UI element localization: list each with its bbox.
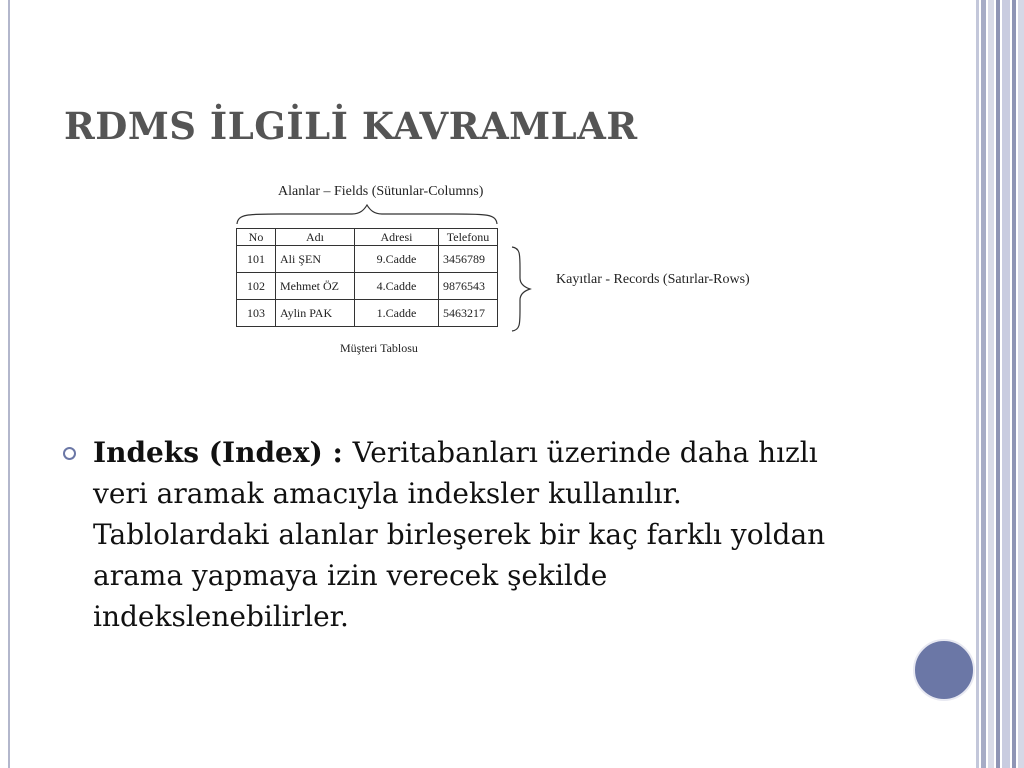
table-cell: 102 (237, 273, 276, 300)
bullet-paragraph (93, 432, 853, 637)
right-decor-stripe (1002, 0, 1010, 768)
right-decor-stripe (981, 0, 986, 768)
table-cell: Mehmet ÖZ (276, 273, 355, 300)
records-brace (510, 246, 532, 332)
bullet-marker-icon (63, 447, 76, 460)
right-decor-stripe (1018, 0, 1024, 768)
table-header-row (237, 229, 498, 246)
table-header-cell: Adı (276, 229, 355, 246)
table-cell: 1.Cadde (355, 300, 439, 327)
table-cell: 4.Cadde (355, 273, 439, 300)
table-cell: 103 (237, 300, 276, 327)
table-cell: 9.Cadde (355, 246, 439, 273)
table-cell: 5463217 (439, 300, 498, 327)
table-cell: 9876543 (439, 273, 498, 300)
bullet-term: Indeks (Index) : (93, 436, 353, 469)
table-row (237, 273, 498, 300)
table-caption: Müşteri Tablosu (340, 341, 418, 355)
left-border-line (8, 0, 10, 768)
customer-table (236, 228, 498, 327)
slide-title: RDMS İLGİLİ KAVRAMLAR (64, 104, 638, 148)
table-cell: 101 (237, 246, 276, 273)
table-header-cell: No (237, 229, 276, 246)
table-cell: 3456789 (439, 246, 498, 273)
table-header-cell: Telefonu (439, 229, 498, 246)
table-cell: Ali ŞEN (276, 246, 355, 273)
table-figure (230, 180, 790, 370)
table-row (237, 246, 498, 273)
right-decor-stripe (976, 0, 979, 768)
decor-circle (913, 639, 975, 701)
table-row (237, 300, 498, 327)
table-header-cell: Adresi (355, 229, 439, 246)
table-cell: Aylin PAK (276, 300, 355, 327)
bullet-text: Veritabanları üzerinde daha hızlı veri aramak amacıyla indeksler kullanılır. Tablolardaki alanlar birleşerek bir kaç farklı yoldan arama yapmaya izin verecek şekilde indekslenebilirler. (93, 436, 826, 633)
records-label: Kayıtlar - Records (Satırlar-Rows) (556, 272, 750, 287)
fields-brace (236, 204, 498, 226)
right-decor-stripe (996, 0, 1000, 768)
fields-label: Alanlar – Fields (Sütunlar-Columns) (278, 184, 484, 199)
right-decor-stripe (1012, 0, 1016, 768)
right-decor-stripe (988, 0, 994, 768)
